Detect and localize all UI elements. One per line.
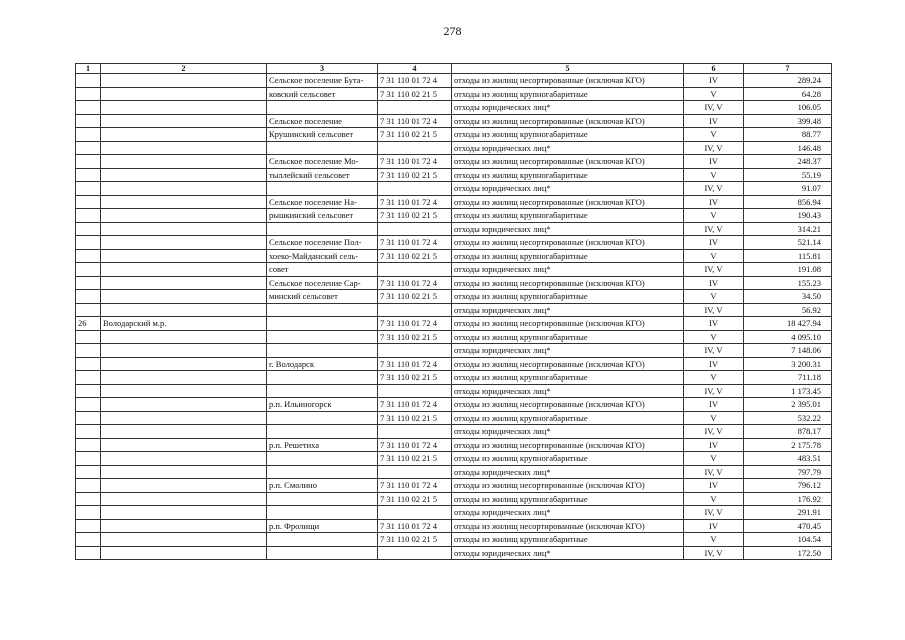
column-header-5: 5 [452,64,684,74]
row-number-cell: 26 [76,317,101,331]
waste-amount-cell: 878.17 [744,425,832,439]
table-row [76,195,832,209]
table-row [76,465,832,479]
hazard-class-cell: IV, V [684,182,744,196]
settlement-name-cell [267,222,378,236]
district-name-cell [101,195,267,209]
waste-amount-cell: 2 395.01 [744,398,832,412]
waste-amount-cell: 18 427.94 [744,317,832,331]
waste-type-cell: отходы из жилищ крупногабаритные [452,128,684,142]
district-name-cell [101,546,267,560]
waste-type-cell: отходы из жилищ несортированные (исключая КГО) [452,398,684,412]
settlement-name-cell: Сельское поселение Пол- [267,236,378,250]
hazard-class-cell: IV [684,357,744,371]
row-number-cell [76,195,101,209]
header-row [76,64,832,74]
settlement-name-cell [267,384,378,398]
waste-amount-cell: 172.50 [744,546,832,560]
row-number-cell [76,155,101,169]
row-number-cell [76,141,101,155]
hazard-class-cell: IV [684,114,744,128]
fkko-code-cell: 7 31 110 01 72 4 [378,195,452,209]
waste-type-cell: отходы из жилищ несортированные (исключая КГО) [452,114,684,128]
settlement-name-cell [267,465,378,479]
table-row [76,398,832,412]
fkko-code-cell: 7 31 110 02 21 5 [378,492,452,506]
hazard-class-cell: V [684,492,744,506]
district-name-cell [101,330,267,344]
district-name-cell [101,249,267,263]
district-name-cell [101,74,267,88]
fkko-code-cell: 7 31 110 01 72 4 [378,479,452,493]
waste-type-cell: отходы юридических лиц* [452,141,684,155]
settlement-name-cell [267,371,378,385]
waste-table [75,63,832,560]
hazard-class-cell: V [684,290,744,304]
settlement-name-cell: Сельское поселение Мо- [267,155,378,169]
table-row [76,384,832,398]
waste-amount-cell: 88.77 [744,128,832,142]
hazard-class-cell: IV, V [684,546,744,560]
waste-amount-cell: 104.54 [744,533,832,547]
row-number-cell [76,506,101,520]
fkko-code-cell: 7 31 110 01 72 4 [378,357,452,371]
district-name-cell [101,452,267,466]
fkko-code-cell: 7 31 110 01 72 4 [378,74,452,88]
table-row [76,425,832,439]
fkko-code-cell [378,222,452,236]
waste-amount-cell: 146.48 [744,141,832,155]
waste-type-cell: отходы из жилищ крупногабаритные [452,330,684,344]
fkko-code-cell: 7 31 110 01 72 4 [378,155,452,169]
row-number-cell [76,411,101,425]
table-row [76,452,832,466]
waste-amount-cell: 291.91 [744,506,832,520]
waste-amount-cell: 711.18 [744,371,832,385]
table-row [76,344,832,358]
district-name-cell [101,344,267,358]
table-row [76,533,832,547]
row-number-cell [76,465,101,479]
row-number-cell [76,128,101,142]
settlement-name-cell: г. Володарск [267,357,378,371]
fkko-code-cell: 7 31 110 01 72 4 [378,519,452,533]
waste-type-cell: отходы из жилищ несортированные (исключая КГО) [452,276,684,290]
fkko-code-cell [378,141,452,155]
district-name-cell [101,222,267,236]
fkko-code-cell: 7 31 110 01 72 4 [378,276,452,290]
fkko-code-cell [378,384,452,398]
settlement-name-cell: Сельское поселение Сар- [267,276,378,290]
district-name-cell [101,533,267,547]
table-row [76,74,832,88]
fkko-code-cell [378,263,452,277]
settlement-name-cell [267,141,378,155]
waste-amount-cell: 115.81 [744,249,832,263]
district-name-cell [101,479,267,493]
table-row [76,155,832,169]
row-number-cell [76,452,101,466]
settlement-name-cell [267,506,378,520]
district-name-cell [101,263,267,277]
settlement-name-cell: ковский сельсовет [267,87,378,101]
waste-type-cell: отходы из жилищ крупногабаритные [452,533,684,547]
table-row [76,249,832,263]
table-row [76,101,832,115]
table-row [76,371,832,385]
fkko-code-cell: 7 31 110 02 21 5 [378,330,452,344]
settlement-name-cell [267,317,378,331]
hazard-class-cell: IV [684,479,744,493]
settlement-name-cell: р.п. Смолино [267,479,378,493]
waste-amount-cell: 521.14 [744,236,832,250]
settlement-name-cell: Сельское поселение На- [267,195,378,209]
district-name-cell [101,276,267,290]
fkko-code-cell: 7 31 110 01 72 4 [378,438,452,452]
hazard-class-cell: IV [684,276,744,290]
table-row [76,182,832,196]
hazard-class-cell: V [684,452,744,466]
row-number-cell [76,263,101,277]
settlement-name-cell: Сельское поселение Бута- [267,74,378,88]
waste-amount-cell: 470.45 [744,519,832,533]
settlement-name-cell: хоеко-Майданский сель- [267,249,378,263]
district-name-cell [101,182,267,196]
hazard-class-cell: V [684,330,744,344]
fkko-code-cell [378,101,452,115]
fkko-code-cell [378,506,452,520]
fkko-code-cell: 7 31 110 01 72 4 [378,317,452,331]
hazard-class-cell: IV, V [684,344,744,358]
hazard-class-cell: IV, V [684,384,744,398]
hazard-class-cell: IV [684,195,744,209]
row-number-cell [76,87,101,101]
settlement-name-cell [267,425,378,439]
waste-type-cell: отходы юридических лиц* [452,465,684,479]
settlement-name-cell [267,492,378,506]
settlement-name-cell [267,330,378,344]
waste-type-cell: отходы из жилищ несортированные (исключая КГО) [452,74,684,88]
hazard-class-cell: IV, V [684,222,744,236]
district-name-cell [101,209,267,223]
hazard-class-cell: V [684,209,744,223]
row-number-cell [76,357,101,371]
hazard-class-cell: V [684,128,744,142]
row-number-cell [76,74,101,88]
row-number-cell [76,546,101,560]
table-row [76,492,832,506]
hazard-class-cell: V [684,411,744,425]
waste-type-cell: отходы из жилищ несортированные (исключая КГО) [452,519,684,533]
settlement-name-cell: р.п. Решетиха [267,438,378,452]
row-number-cell [76,371,101,385]
fkko-code-cell: 7 31 110 02 21 5 [378,249,452,263]
table-row [76,276,832,290]
row-number-cell [76,492,101,506]
hazard-class-cell: V [684,168,744,182]
table-row [76,519,832,533]
district-name-cell [101,438,267,452]
page-number: 278 [443,24,462,38]
settlement-name-cell [267,101,378,115]
settlement-name-cell: р.п. Ильиногорск [267,398,378,412]
column-header-7: 7 [744,64,832,74]
table-row [76,438,832,452]
hazard-class-cell: IV [684,155,744,169]
waste-type-cell: отходы из жилищ крупногабаритные [452,492,684,506]
district-name-cell [101,128,267,142]
waste-type-cell: отходы из жилищ несортированные (исключая КГО) [452,195,684,209]
row-number-cell [76,425,101,439]
waste-type-cell: отходы из жилищ крупногабаритные [452,290,684,304]
waste-type-cell: отходы из жилищ несортированные (исключая КГО) [452,357,684,371]
settlement-name-cell [267,452,378,466]
hazard-class-cell: IV [684,317,744,331]
district-name-cell [101,398,267,412]
row-number-cell [76,168,101,182]
waste-amount-cell: 314.21 [744,222,832,236]
waste-type-cell: отходы юридических лиц* [452,384,684,398]
fkko-code-cell [378,546,452,560]
fkko-code-cell: 7 31 110 02 21 5 [378,290,452,304]
fkko-code-cell: 7 31 110 02 21 5 [378,87,452,101]
waste-amount-cell: 796.12 [744,479,832,493]
row-number-cell [76,236,101,250]
fkko-code-cell: 7 31 110 02 21 5 [378,128,452,142]
waste-type-cell: отходы юридических лиц* [452,546,684,560]
waste-type-cell: отходы юридических лиц* [452,222,684,236]
waste-amount-cell: 91.07 [744,182,832,196]
table-row [76,546,832,560]
fkko-code-cell [378,465,452,479]
row-number-cell [76,290,101,304]
waste-type-cell: отходы юридических лиц* [452,506,684,520]
waste-amount-cell: 155.23 [744,276,832,290]
row-number-cell [76,249,101,263]
waste-type-cell: отходы из жилищ несортированные (исключая КГО) [452,438,684,452]
waste-type-cell: отходы юридических лиц* [452,344,684,358]
hazard-class-cell: IV, V [684,465,744,479]
waste-type-cell: отходы юридических лиц* [452,303,684,317]
district-name-cell: Володарский м.р. [101,317,267,331]
row-number-cell [76,303,101,317]
column-header-3: 3 [267,64,378,74]
fkko-code-cell [378,344,452,358]
fkko-code-cell: 7 31 110 02 21 5 [378,533,452,547]
row-number-cell [76,438,101,452]
settlement-name-cell: тыллейский сельсовет [267,168,378,182]
hazard-class-cell: IV, V [684,101,744,115]
district-name-cell [101,411,267,425]
waste-type-cell: отходы из жилищ крупногабаритные [452,411,684,425]
waste-amount-cell: 1 173.45 [744,384,832,398]
row-number-cell [76,222,101,236]
hazard-class-cell: IV [684,438,744,452]
row-number-cell [76,209,101,223]
waste-amount-cell: 532.22 [744,411,832,425]
row-number-cell [76,384,101,398]
waste-amount-cell: 191.08 [744,263,832,277]
waste-amount-cell: 289.24 [744,74,832,88]
settlement-name-cell [267,533,378,547]
district-name-cell [101,506,267,520]
waste-type-cell: отходы из жилищ крупногабаритные [452,452,684,466]
table-row [76,411,832,425]
row-number-cell [76,101,101,115]
district-name-cell [101,168,267,182]
district-name-cell [101,371,267,385]
row-number-cell [76,276,101,290]
settlement-name-cell [267,546,378,560]
table-row [76,479,832,493]
waste-amount-cell: 3 200.31 [744,357,832,371]
hazard-class-cell: IV [684,74,744,88]
row-number-cell [76,533,101,547]
settlement-name-cell: совет [267,263,378,277]
column-header-2: 2 [101,64,267,74]
waste-amount-cell: 7 148.06 [744,344,832,358]
waste-type-cell: отходы юридических лиц* [452,182,684,196]
hazard-class-cell: V [684,371,744,385]
settlement-name-cell [267,303,378,317]
waste-type-cell: отходы из жилищ крупногабаритные [452,371,684,385]
fkko-code-cell: 7 31 110 02 21 5 [378,411,452,425]
waste-type-cell: отходы из жилищ несортированные (исключая КГО) [452,479,684,493]
waste-amount-cell: 55.19 [744,168,832,182]
table-row [76,263,832,277]
table-row [76,290,832,304]
column-header-1: 1 [76,64,101,74]
hazard-class-cell: IV, V [684,303,744,317]
table-row [76,303,832,317]
table-row [76,317,832,331]
settlement-name-cell: р.п. Фролищи [267,519,378,533]
table-row [76,114,832,128]
row-number-cell [76,182,101,196]
table-row [76,209,832,223]
district-name-cell [101,101,267,115]
table-row [76,330,832,344]
district-name-cell [101,425,267,439]
fkko-code-cell: 7 31 110 02 21 5 [378,452,452,466]
waste-type-cell: отходы из жилищ крупногабаритные [452,87,684,101]
fkko-code-cell [378,425,452,439]
fkko-code-cell [378,303,452,317]
district-name-cell [101,114,267,128]
fkko-code-cell: 7 31 110 02 21 5 [378,209,452,223]
waste-amount-cell: 176.92 [744,492,832,506]
fkko-code-cell: 7 31 110 02 21 5 [378,371,452,385]
hazard-class-cell: IV, V [684,141,744,155]
fkko-code-cell: 7 31 110 02 21 5 [378,168,452,182]
waste-amount-cell: 399.48 [744,114,832,128]
table-row [76,128,832,142]
table-row [76,141,832,155]
column-header-6: 6 [684,64,744,74]
waste-type-cell: отходы из жилищ несортированные (исключая КГО) [452,317,684,331]
district-name-cell [101,141,267,155]
fkko-code-cell [378,182,452,196]
table-row [76,357,832,371]
settlement-name-cell [267,344,378,358]
waste-type-cell: отходы из жилищ крупногабаритные [452,249,684,263]
row-number-cell [76,398,101,412]
settlement-name-cell: Крушинский сельсовет [267,128,378,142]
waste-amount-cell: 64.28 [744,87,832,101]
district-name-cell [101,519,267,533]
waste-type-cell: отходы из жилищ крупногабаритные [452,168,684,182]
settlement-name-cell: рышкинский сельсовет [267,209,378,223]
waste-type-cell: отходы юридических лиц* [452,425,684,439]
waste-type-cell: отходы из жилищ несортированные (исключая КГО) [452,155,684,169]
row-number-cell [76,114,101,128]
district-name-cell [101,155,267,169]
settlement-name-cell [267,411,378,425]
waste-amount-cell: 2 175.78 [744,438,832,452]
waste-amount-cell: 248.37 [744,155,832,169]
waste-type-cell: отходы юридических лиц* [452,101,684,115]
hazard-class-cell: IV, V [684,263,744,277]
settlement-name-cell: минский сельсовет [267,290,378,304]
district-name-cell [101,236,267,250]
settlement-name-cell [267,182,378,196]
waste-amount-cell: 190.43 [744,209,832,223]
waste-type-cell: отходы из жилищ несортированные (исключая КГО) [452,236,684,250]
table-row [76,87,832,101]
hazard-class-cell: IV [684,236,744,250]
waste-type-cell: отходы юридических лиц* [452,263,684,277]
column-header-4: 4 [378,64,452,74]
table-row [76,222,832,236]
row-number-cell [76,519,101,533]
waste-amount-cell: 106.05 [744,101,832,115]
row-number-cell [76,344,101,358]
table-row [76,236,832,250]
table-row [76,168,832,182]
waste-amount-cell: 56.92 [744,303,832,317]
row-number-cell [76,479,101,493]
waste-type-cell: отходы из жилищ крупногабаритные [452,209,684,223]
row-number-cell [76,330,101,344]
waste-amount-cell: 797.79 [744,465,832,479]
fkko-code-cell: 7 31 110 01 72 4 [378,398,452,412]
hazard-class-cell: IV, V [684,506,744,520]
district-name-cell [101,384,267,398]
district-name-cell [101,303,267,317]
settlement-name-cell: Сельское поселение [267,114,378,128]
hazard-class-cell: V [684,249,744,263]
district-name-cell [101,465,267,479]
fkko-code-cell: 7 31 110 01 72 4 [378,236,452,250]
district-name-cell [101,290,267,304]
hazard-class-cell: V [684,87,744,101]
district-name-cell [101,357,267,371]
waste-amount-cell: 483.51 [744,452,832,466]
hazard-class-cell: IV, V [684,425,744,439]
district-name-cell [101,87,267,101]
hazard-class-cell: IV [684,519,744,533]
hazard-class-cell: IV [684,398,744,412]
fkko-code-cell: 7 31 110 01 72 4 [378,114,452,128]
waste-amount-cell: 34.50 [744,290,832,304]
waste-amount-cell: 4 095.10 [744,330,832,344]
hazard-class-cell: V [684,533,744,547]
waste-amount-cell: 856.94 [744,195,832,209]
district-name-cell [101,492,267,506]
table-row [76,506,832,520]
